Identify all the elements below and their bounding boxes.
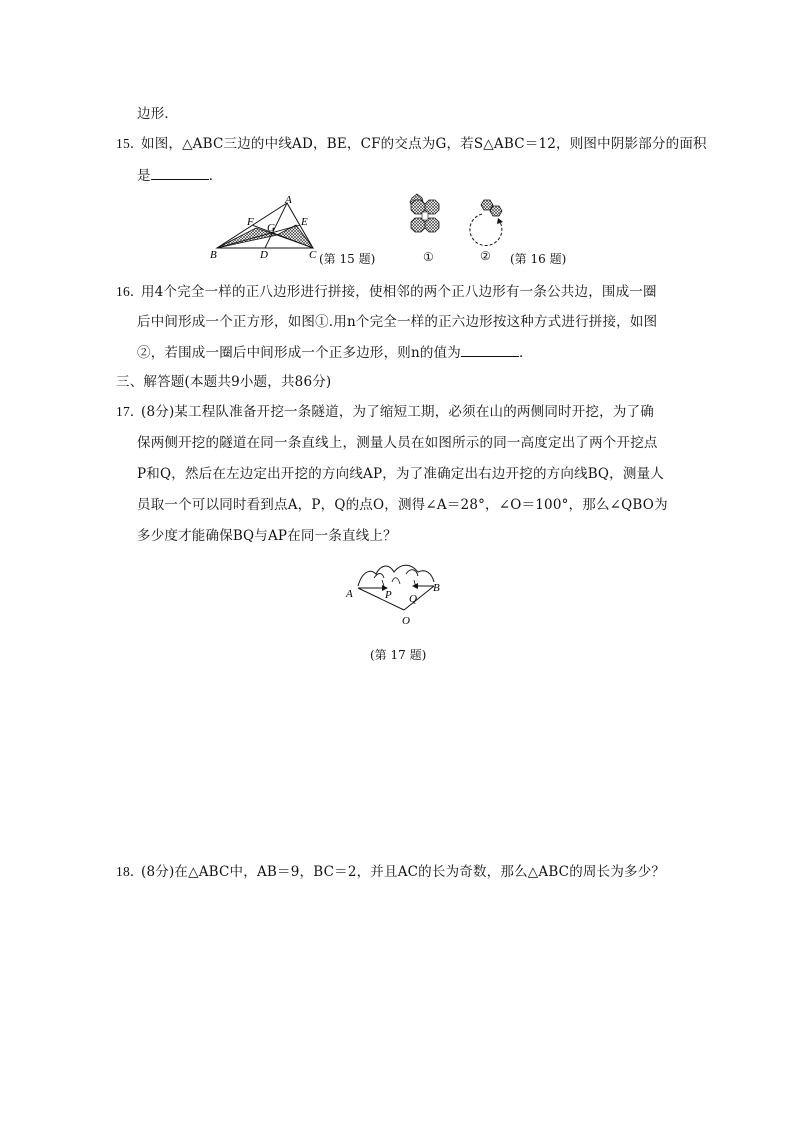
mountain-peaks bbox=[374, 570, 418, 578]
mountain-outline bbox=[358, 565, 434, 586]
q16-line3-suffix: ． bbox=[519, 345, 533, 361]
label-b: B bbox=[433, 582, 440, 594]
fig16-label-2: ② bbox=[480, 249, 491, 263]
q15-answer-blank[interactable] bbox=[151, 165, 209, 180]
q15-suffix: ． bbox=[208, 168, 223, 184]
center-square bbox=[422, 212, 428, 220]
label-o: O bbox=[402, 615, 410, 627]
label-a: A bbox=[285, 194, 292, 206]
q15-text-line2 bbox=[137, 165, 222, 186]
q17-line4: 员取一个可以同时看到点A，P，Q的点O，测得∠A＝28°，∠O＝100°，那么∠QBO为 bbox=[137, 497, 668, 513]
q15-text-line1: 如图，△ABC三边的中线AD，BE，CF的交点为G，若S△ABC＝12，则图中阴影部分的面积 bbox=[141, 136, 707, 152]
label-b: B bbox=[210, 249, 217, 261]
q17-line5: 多少度才能确保BQ与AP在同一条直线上？ bbox=[137, 528, 397, 544]
label-p: P bbox=[385, 589, 392, 601]
q16-line3 bbox=[137, 342, 533, 363]
q15-prefix: 是 bbox=[137, 168, 151, 184]
figure-16-drawing bbox=[400, 192, 520, 268]
q17-line2: 保两侧开挖的隧道在同一条直线上，测量人员在如图所示的同一高度定出了两个开挖点 bbox=[137, 435, 658, 451]
q17-line3: P和Q，然后在左边定出开挖的方向线AP，为了准确定出右边开挖的方向线BQ，测量人 bbox=[137, 466, 664, 482]
q16-number: 16． bbox=[116, 284, 144, 299]
label-f: F bbox=[247, 216, 254, 228]
q18-text: (8分)在△ABC中，AB＝9，BC＝2，并且AC的长为奇数，那么△ABC的周长为多少？ bbox=[141, 864, 666, 880]
hexagon-2 bbox=[490, 206, 502, 216]
figure-17-tunnel bbox=[340, 558, 450, 630]
mountain-ridges bbox=[382, 578, 416, 588]
q16-answer-blank[interactable] bbox=[461, 342, 519, 357]
q17-line1: (8分)某工程队准备开挖一条隧道，为了缩短工期，必须在山的两侧同时开挖，为了确 bbox=[141, 404, 654, 420]
label-a: A bbox=[346, 588, 353, 600]
line-ao bbox=[358, 588, 404, 610]
section-3-heading: 三、解答题(本题共9小题，共86分) bbox=[116, 374, 332, 390]
figure-17-caption: (第 17 题) bbox=[370, 648, 427, 662]
q18-number: 18． bbox=[116, 864, 144, 879]
figure-15-caption: (第 15 题) bbox=[319, 252, 376, 266]
dashed-circle-arrow bbox=[470, 214, 502, 246]
label-e: E bbox=[301, 216, 308, 228]
fig16-label-1: ① bbox=[423, 250, 434, 264]
q15-number: 15． bbox=[116, 136, 144, 151]
figure-16-caption: (第 16 题) bbox=[510, 252, 567, 266]
label-c: C bbox=[309, 249, 317, 261]
label-g: G bbox=[267, 222, 275, 234]
q16-line3-prefix: ②，若围成一圈后中间形成一个正多边形，则n的值为 bbox=[137, 345, 461, 361]
q17-number: 17． bbox=[116, 404, 144, 419]
q14-tail: 边形． bbox=[137, 106, 179, 122]
label-q: Q bbox=[409, 593, 417, 605]
label-d: D bbox=[260, 249, 268, 261]
q16-line2: 后中间形成一个正方形，如图①.用n个完全一样的正六边形按这种方式进行拼接，如图 bbox=[137, 314, 658, 330]
q16-line1: 用4个完全一样的正八边形进行拼接，使相邻的两个正八边形有一条公共边，围成一圈 bbox=[141, 284, 657, 300]
